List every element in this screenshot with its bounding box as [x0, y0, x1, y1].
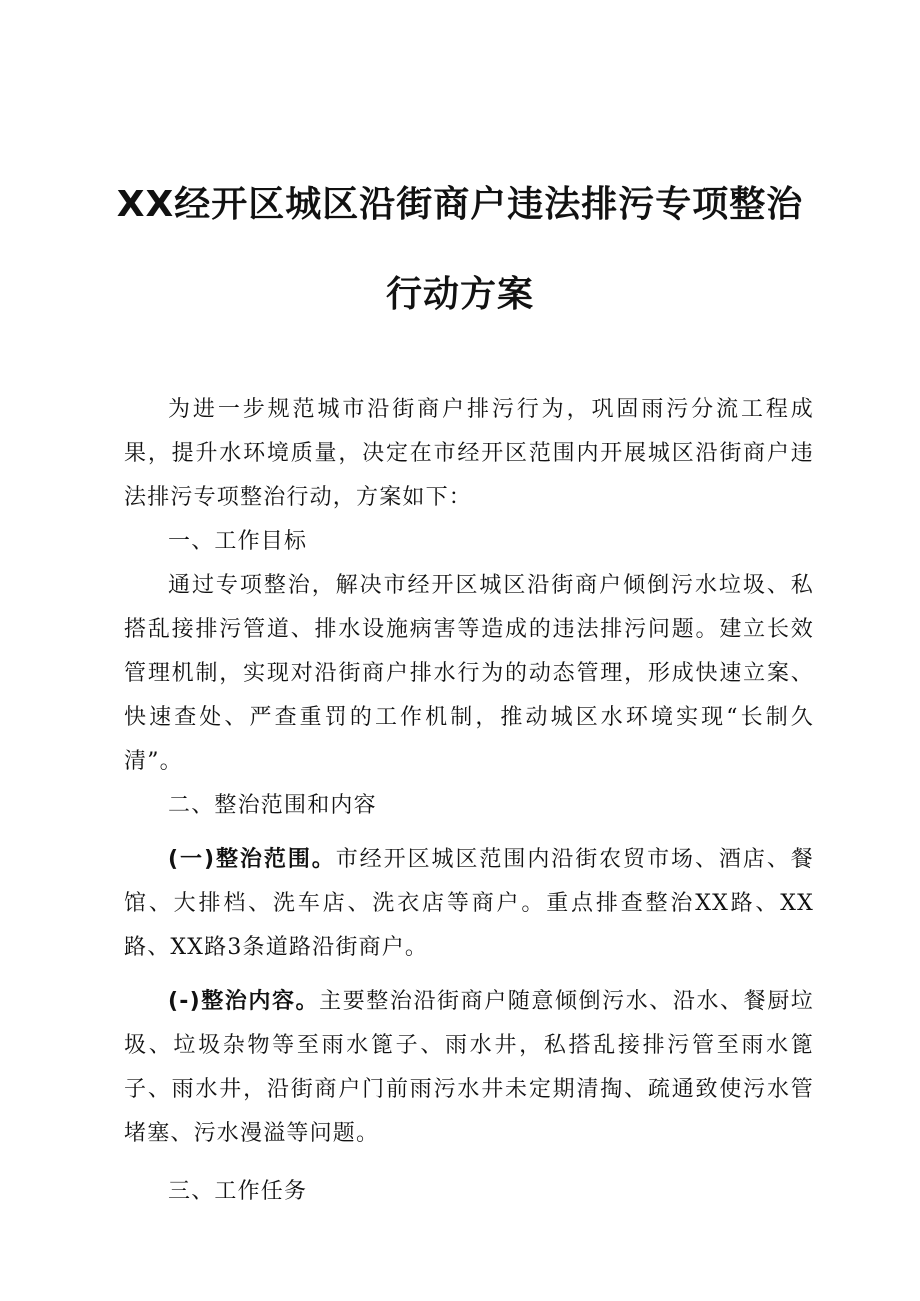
section-heading-scope: 二、整治范围和内容 — [168, 793, 377, 818]
document-body — [124, 388, 814, 1214]
scope-paragraph — [124, 838, 814, 970]
section-heading-goals: 一、工作目标 — [168, 529, 308, 554]
content-label: (-)整治内容。 — [168, 989, 320, 1014]
document-title-line1: XX经开区城区沿街商户违法排污专项整治 — [116, 184, 804, 225]
content-text: 主要整治沿街商户随意倾倒污水、沿水、餐厨垃圾、垃圾杂物等至雨水篦子、雨水井，私搭乱接排污管至雨水篦子、雨水井，沿街商户门前雨污水井未定期清掏、疏通致使污水管堵塞、污水漫溢等问题。 — [124, 989, 814, 1146]
content-paragraph — [124, 980, 814, 1156]
intro-paragraph: 为进一步规范城市沿街商户排污行为，巩固雨污分流工程成果，提升水环境质量，决定在市经开区范围内开展城区沿街商户违法排污专项整治行动，方案如下： — [124, 397, 814, 510]
scope-text: 市经开区城区范围内沿街农贸市场、酒店、餐馆、大排档、洗车店、洗衣店等商户。重点排查整治XX路、XX路、XX路3条道路沿街商户。 — [124, 847, 814, 960]
goals-paragraph: 通过专项整治，解决市经开区城区沿街商户倾倒污水垃圾、私搭乱接排污管道、排水设施病害等造成的违法排污问题。建立长效管理机制，实现对沿街商户排水行为的动态管理，形成快速立案、快速查处、严查重罚的工作机制，推动城区水环境实现“长制久清”。 — [124, 573, 814, 774]
document-title-line2: 行动方案 — [385, 274, 534, 315]
scope-label: (一)整治范围。 — [168, 847, 336, 872]
section-heading-tasks: 三、工作任务 — [168, 1179, 308, 1204]
